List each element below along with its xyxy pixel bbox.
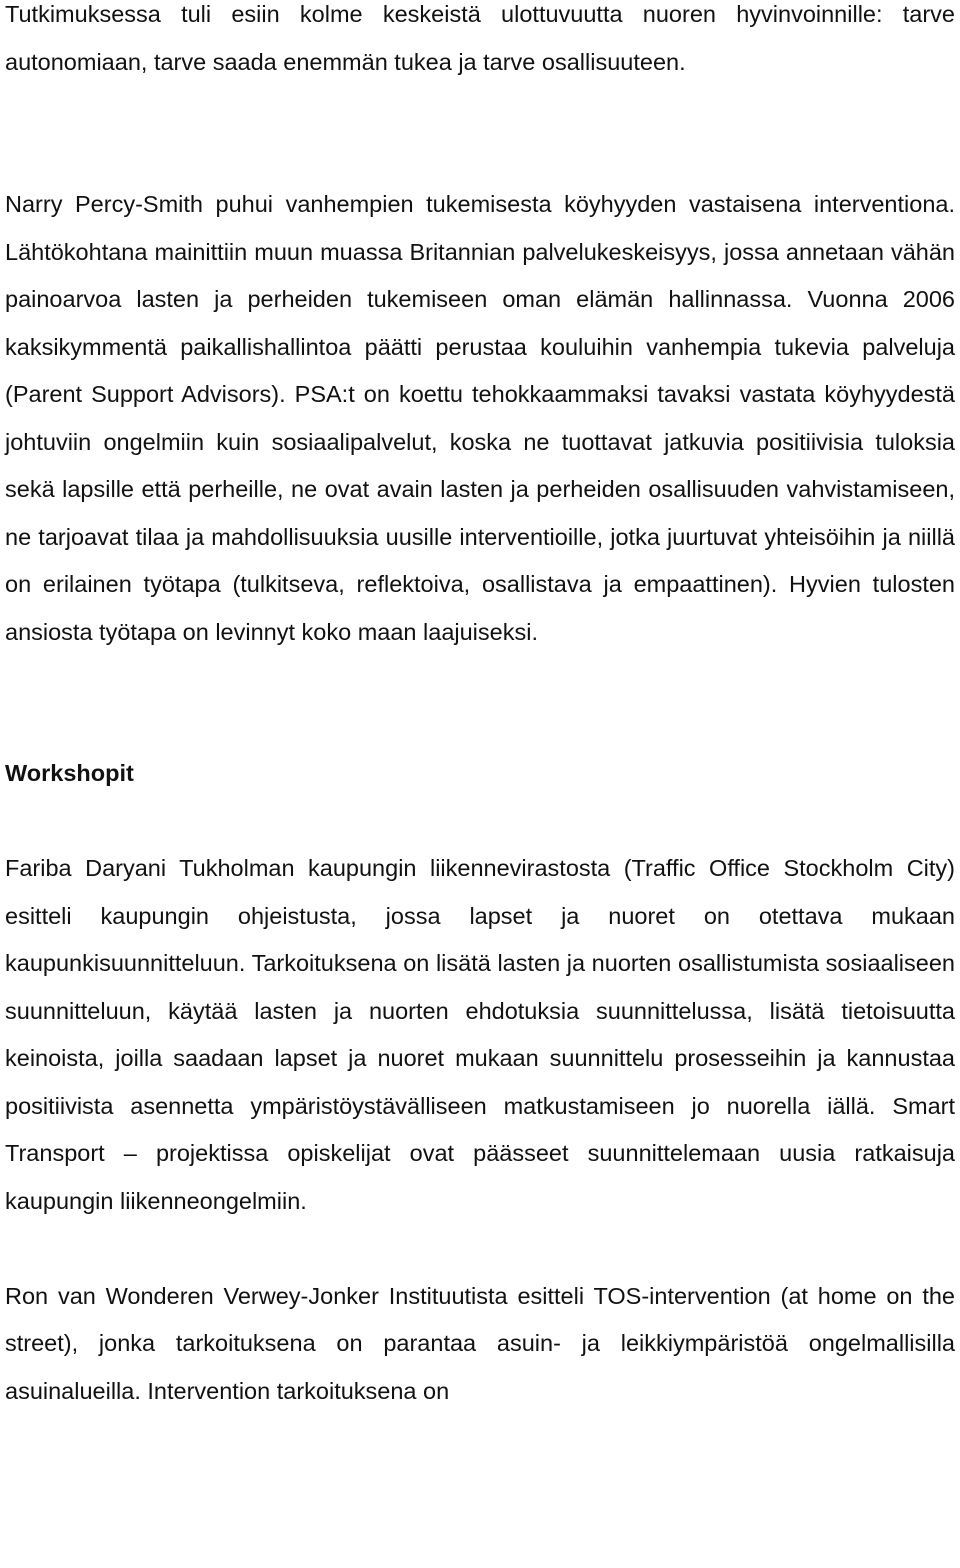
- paragraph-parent-support: Narry Percy-Smith puhui vanhempien tukemisesta köyhyyden vastaisena interventiona. Lähtökohtana mainittiin muun muassa Britannian palvelukeskeisyys, jossa annetaan vähän painoarvoa lasten ja perheiden tukemiseen oman elämän hallinnassa. Vuonna 2006 kaksikymmentä paikallishallintoa päätti perustaa kouluihin vanhempia tukevia palveluja (Parent Support Advisors). PSA:t on koettu tehokkaammaksi tavaksi vastata köyhyydestä johtuviin ongelmiin kuin sosiaalipalvelut, koska ne tuottavat jatkuvia positiivisia tuloksia sekä lapsille että perheille, ne ovat avain lasten ja perheiden osallisuuden vahvistamiseen, ne tarjoavat tilaa ja mahdollisuuksia uusille interventioille, jotka juurtuvat yhteisöihin ja niillä on erilainen työtapa (tulkitseva, reflektoiva, osallistava ja empaattinen). Hyvien tulosten ansiosta työtapa on levinnyt koko maan laajuiseksi.: [5, 191, 955, 645]
- document-page: [5, 0, 955, 1415]
- paragraph-research-dimensions: Tutkimuksessa tuli esiin kolme keskeistä ulottuvuutta nuoren hyvinvoinnille: tarve autonomiaan, tarve saada enemmän tukea ja tarve osallisuuteen.: [5, 1, 955, 75]
- section-heading-workshopit: Workshopit: [5, 760, 134, 786]
- paragraph-traffic-office: Fariba Daryani Tukholman kaupungin liikennevirastosta (Traffic Office Stockholm City) esitteli kaupungin ohjeistusta, jossa lapset ja nuoret on otettava mukaan kaupunkisuunnitteluun. Tarkoituksena on lisätä lasten ja nuorten osallistumista sosiaaliseen suunnitteluun, käytää lasten ja nuorten ehdotuksia suunnittelussa, lisätä tietoisuutta keinoista, joilla saadaan lapset ja nuoret mukaan suunnittelu prosesseihin ja kannustaa positiivista asennetta ympäristöystävälliseen matkustamiseen jo nuorella iällä. Smart Transport – projektissa opiskelijat ovat päässeet suunnittelemaan uusia ratkaisuja kaupungin liikenneongelmiin.: [5, 855, 955, 1214]
- paragraph-tos-intervention: Ron van Wonderen Verwey-Jonker Instituutista esitteli TOS-intervention (at home on the street), jonka tarkoituksena on parantaa asuin- ja leikkiympäristöä ongelmallisilla asuinalueilla. Intervention tarkoituksena on: [5, 1282, 955, 1404]
